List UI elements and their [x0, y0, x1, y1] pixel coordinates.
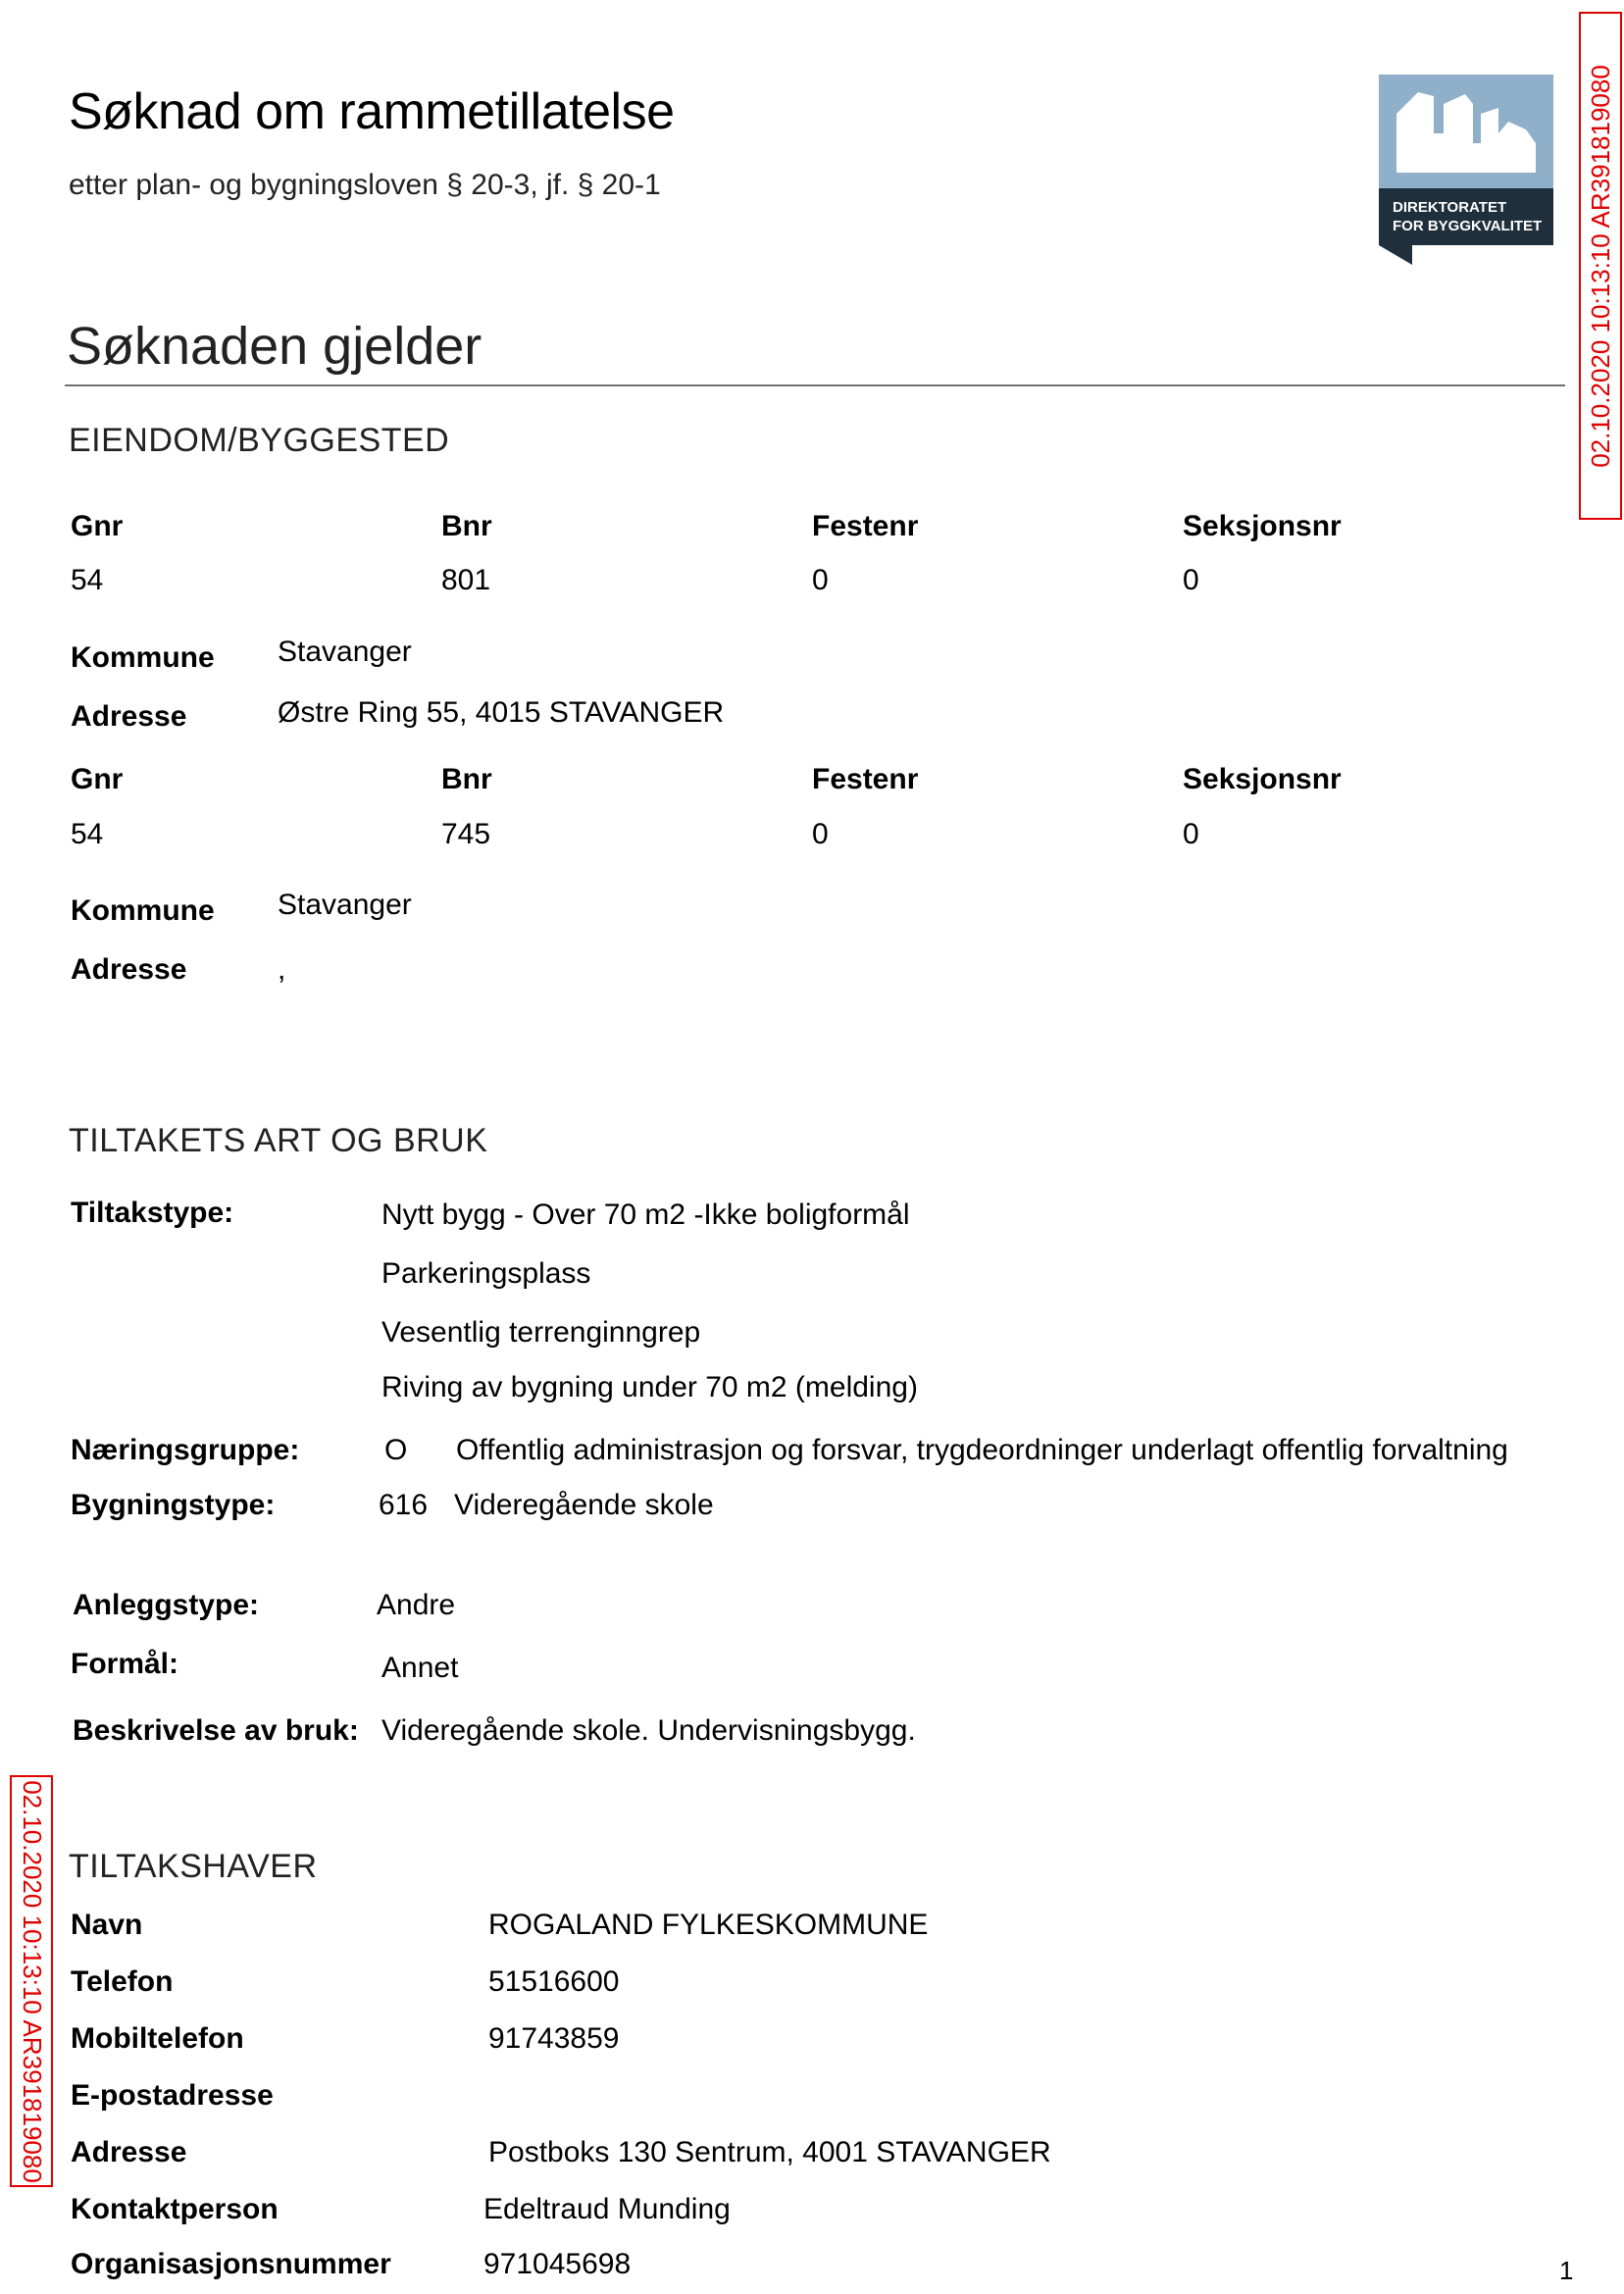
gnr-label: Gnr [71, 763, 124, 795]
seksjonsnr-label: Seksjonsnr [1183, 763, 1342, 795]
property-section-heading: EIENDOM/BYGGESTED [69, 422, 450, 459]
page-number: 1 [1559, 2256, 1574, 2285]
tiltak-section-heading: TILTAKETS ART OG BRUK [69, 1122, 488, 1159]
mobiltelefon-value: 91743859 [488, 2022, 620, 2055]
navn-value: ROGALAND FYLKESKOMMUNE [488, 1909, 929, 1941]
adresse-label: Adresse [71, 700, 187, 733]
organisasjonsnummer-label: Organisasjonsnummer [71, 2248, 391, 2280]
bnr-label: Bnr [441, 510, 492, 542]
gnr-value: 54 [71, 564, 104, 596]
organisasjonsnummer-value: 971045698 [483, 2248, 632, 2280]
dibk-logo-graphic [1379, 75, 1553, 265]
adresse-value: , [278, 953, 286, 986]
kontaktperson-value: Edeltraud Munding [483, 2193, 731, 2225]
seksjonsnr-label: Seksjonsnr [1183, 510, 1342, 542]
tiltakstype-item: Riving av bygning under 70 m2 (melding) [381, 1371, 918, 1403]
adresse-value: Postboks 130 Sentrum, 4001 STAVANGER [488, 2136, 1051, 2168]
kommune-value: Stavanger [278, 889, 412, 921]
section-main-heading: Søknaden gjelder [67, 317, 482, 376]
timestamp-stamp [1579, 12, 1622, 520]
gnr-label: Gnr [71, 510, 124, 542]
kontaktperson-label: Kontaktperson [71, 2193, 279, 2225]
formal-label: Formål: [71, 1648, 179, 1680]
adresse-value: Østre Ring 55, 4015 STAVANGER [278, 696, 725, 729]
bygningstype-label: Bygningstype: [71, 1489, 276, 1521]
heading-divider [65, 384, 1565, 386]
seksjonsnr-value: 0 [1183, 564, 1199, 596]
document-subtitle: etter plan- og bygningsloven § 20-3, jf. § 20-1 [69, 169, 661, 201]
kommune-label: Kommune [71, 641, 215, 674]
timestamp-stamp-text: 02.10.2020 10:13:10 AR391819080 [1585, 64, 1615, 468]
beskrivelse-label: Beskrivelse av bruk: [73, 1714, 359, 1747]
anleggstype-value: Andre [377, 1589, 456, 1621]
gnr-value: 54 [71, 818, 104, 850]
document-title: Søknad om rammetillatelse [69, 83, 675, 140]
naeringsgruppe-code: O [384, 1434, 408, 1466]
logo-text-line1: DIREKTORATET [1393, 199, 1507, 216]
logo-text-line2: FOR BYGGKVALITET [1393, 218, 1543, 234]
tiltakshaver-section-heading: TILTAKSHAVER [69, 1848, 318, 1885]
telefon-label: Telefon [71, 1965, 174, 1998]
bnr-value: 801 [441, 564, 491, 596]
navn-label: Navn [71, 1909, 143, 1941]
tiltakstype-item: Parkeringsplass [381, 1257, 591, 1290]
adresse-label: Adresse [71, 2136, 187, 2168]
naeringsgruppe-label: Næringsgruppe: [71, 1434, 300, 1466]
mobiltelefon-label: Mobiltelefon [71, 2022, 244, 2055]
timestamp-stamp [10, 1775, 53, 2187]
bygningstype-code: 616 [379, 1489, 429, 1521]
festenr-value: 0 [812, 818, 829, 850]
dibk-logo [1379, 75, 1553, 265]
kommune-label: Kommune [71, 894, 215, 927]
tiltakstype-item: Nytt bygg - Over 70 m2 -Ikke boligformål [381, 1198, 910, 1231]
festenr-value: 0 [812, 564, 829, 596]
kommune-value: Stavanger [278, 636, 412, 668]
timestamp-stamp-text: 02.10.2020 10:13:10 AR391819080 [17, 1779, 47, 2183]
beskrivelse-value: Videregående skole. Undervisningsbygg. [381, 1714, 916, 1747]
bygningstype-text: Videregående skole [454, 1489, 714, 1521]
seksjonsnr-value: 0 [1183, 818, 1199, 850]
adresse-label: Adresse [71, 953, 187, 986]
tiltakstype-label: Tiltakstype: [71, 1197, 234, 1229]
telefon-value: 51516600 [488, 1965, 620, 1998]
festenr-label: Festenr [812, 763, 919, 795]
epost-label: E-postadresse [71, 2079, 274, 2112]
anleggstype-label: Anleggstype: [73, 1589, 260, 1621]
tiltakstype-item: Vesentlig terrenginngrep [381, 1316, 701, 1349]
bnr-value: 745 [441, 818, 491, 850]
naeringsgruppe-text: Offentlig administrasjon og forsvar, trygdeordninger underlagt offentlig forvaltning [456, 1434, 1508, 1466]
bnr-label: Bnr [441, 763, 492, 795]
formal-value: Annet [381, 1652, 459, 1684]
festenr-label: Festenr [812, 510, 919, 542]
